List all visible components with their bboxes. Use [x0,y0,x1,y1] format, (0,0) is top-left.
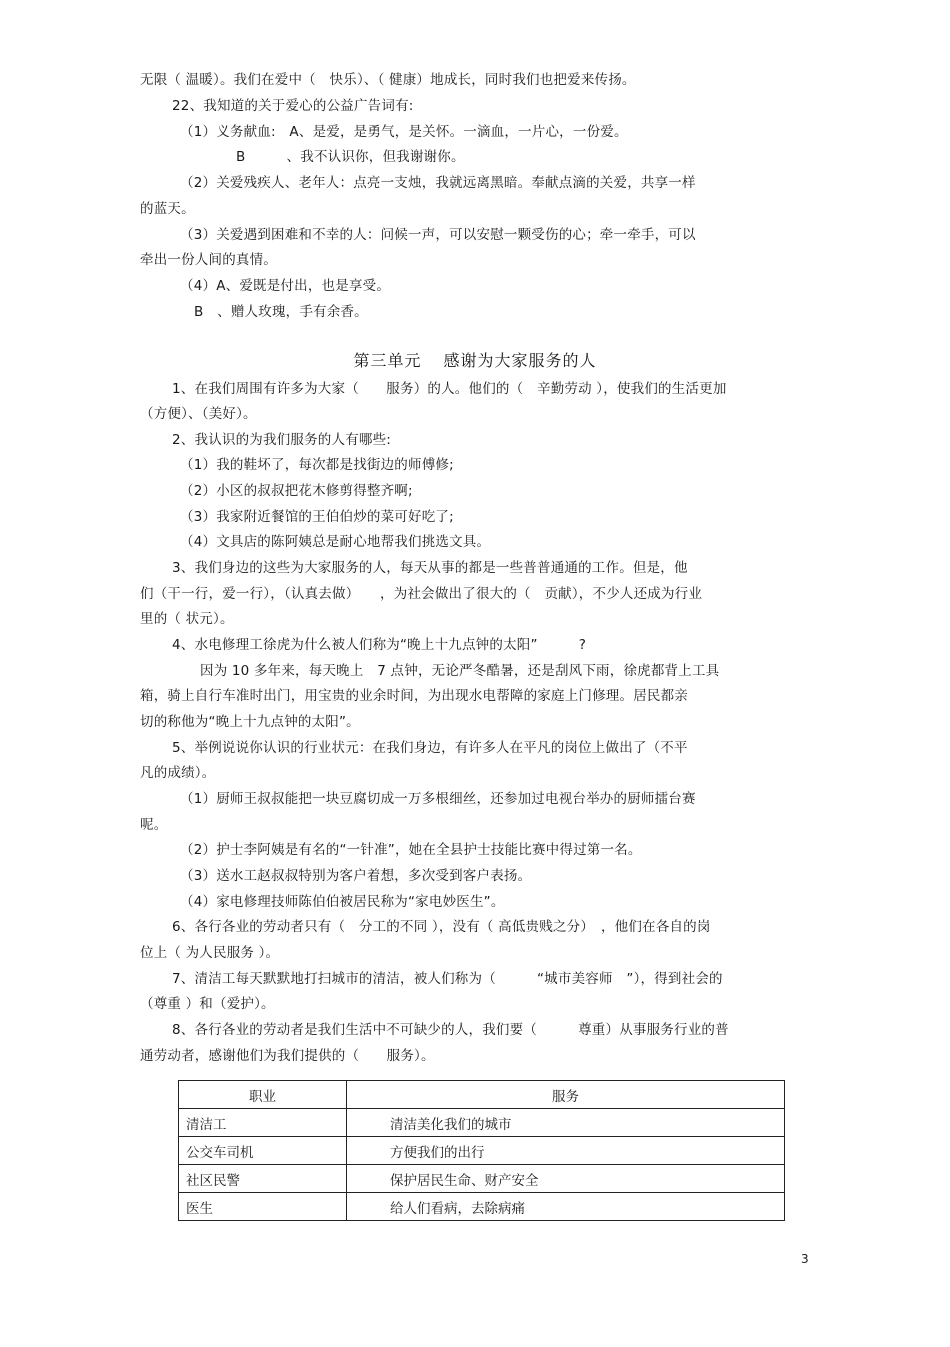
question-6: 6、各行各业的劳动者只有（ 分工的不同 ），没有（ 高低贵贱之分） ，他们在各自的岗 [172,919,711,935]
list-item: （2）护士李阿姨是有名的“一针准”，她在全县护士技能比赛中得过第一名。 [180,842,642,858]
list-item: （3）我家附近餐馆的王伯伯炒的菜可好吃了; [180,509,454,525]
list-item: （2）关爱残疾人、老年人：点亮一支烛，我就远离黑暗。奉献点滴的关爱，共享一样 [180,175,696,191]
occupation-service-table [178,1080,785,1221]
list-item: （2）小区的叔叔把花木修剪得整齐啊; [180,483,413,499]
question-5: 5、举例说说你认识的行业状元：在我们身边，有许多人在平凡的岗位上做出了（不平 [172,740,688,756]
unit-name: 感谢为大家服务的人 [443,351,597,370]
question-1: 1、在我们周围有许多为大家（ 服务）的人。他们的（ 辛勤劳动 ），使我们的生活更加 [172,381,727,397]
table-cell: 医生 [179,1193,347,1221]
paragraph-line: （方便）、（美好）。 [140,406,257,422]
list-item: （4）家电修理技师陈伯伯被居民称为“家电妙医生”。 [180,894,505,910]
paragraph-line: 们（干一行，爱一行），（认真去做） ，为社会做出了很大的（ 贡献），不少人还成为行业 [140,586,703,602]
list-item: （3）送水工赵叔叔特别为客户着想，多次受到客户表扬。 [180,868,532,884]
table-cell: 给人们看病，去除病痛 [347,1193,785,1221]
list-item: （1）厨师王叔叔能把一块豆腐切成一万多根细丝，还参加过电视台举办的厨师擂台赛 [180,791,696,807]
list-item: （1）义务献血: A、是爱，是勇气，是关怀。一滴血，一片心，一份爱。 [180,124,628,140]
list-item: （3）关爱遇到困难和不幸的人：问候一声，可以安慰一颗受伤的心；牵一牵手，可以 [180,227,696,243]
question-2: 2、我认识的为我们服务的人有哪些: [172,432,392,448]
question-22: 22、我知道的关于爱心的公益广告词有: [172,98,414,114]
table-cell: 保护居民生命、财产安全 [347,1165,785,1193]
page-number: 3 [801,1252,809,1266]
table-header-row [179,1081,785,1109]
column-header-service: 服务 [347,1081,785,1109]
list-item: B 、我不认识你，但我谢谢你。 [236,149,465,165]
column-header-occupation: 职业 [179,1081,347,1109]
paragraph-line: 切的称他为“晚上十九点钟的太阳”。 [140,714,360,730]
table-cell: 公交车司机 [179,1137,347,1165]
paragraph-line: 呢。 [140,817,168,833]
table-cell: 清洁美化我们的城市 [347,1109,785,1137]
question-3: 3、我们身边的这些为大家服务的人，每天从事的都是一些普普通通的工作。但是，他 [172,560,688,576]
unit-title [0,348,950,371]
answer-line: 因为 10 多年来，每天晚上 7 点钟，无论严冬酷暑，还是刮风下雨，徐虎都背上工具 [200,663,720,679]
unit-number: 第三单元 [353,351,422,370]
paragraph-line: （尊重 ）和（爱护）。 [140,996,275,1012]
paragraph-line: 凡的成绩）。 [140,765,216,781]
table-cell: 方便我们的出行 [347,1137,785,1165]
table-row [179,1193,785,1221]
question-7: 7、清洁工每天默默地打扫城市的清洁，被人们称为（ “城市美容师 ”），得到社会的 [172,971,723,987]
paragraph-line: 通劳动者，感谢他们为我们提供的（ 服务）。 [140,1048,435,1064]
list-item: B 、赠人玫瑰，手有余香。 [194,304,368,320]
paragraph-line: 位上（ 为人民服务 ）。 [140,945,280,961]
question-4: 4、水电修理工徐虎为什么被人们称为“晚上十九点钟的太阳” ? [172,637,587,653]
paragraph-line: 无限（ 温暖）。我们在爱中（ 快乐）、（ 健康）地成长，同时我们也把爱来传扬。 [140,72,636,88]
list-item: （4）A、爱既是付出，也是享受。 [180,278,391,294]
paragraph-line: 牵出一份人间的真情。 [140,252,277,268]
table-row [179,1165,785,1193]
list-item: （1）我的鞋坏了，每次都是找街边的师傅修; [180,457,454,473]
paragraph-line: 箱，骑上自行车准时出门，用宝贵的业余时间，为出现水电帮障的家庭上门修理。居民都亲 [140,688,688,704]
table-cell: 社区民警 [179,1165,347,1193]
table-cell: 清洁工 [179,1109,347,1137]
table-row [179,1109,785,1137]
paragraph-line: 里的（ 状元）。 [140,611,234,627]
paragraph-line: 的蓝天。 [140,201,195,217]
table-row [179,1137,785,1165]
question-8: 8、各行各业的劳动者是我们生活中不可缺少的人，我们要（ 尊重）从事服务行业的普 [172,1022,729,1038]
list-item: （4）文具店的陈阿姨总是耐心地帮我们挑选文具。 [180,534,491,550]
